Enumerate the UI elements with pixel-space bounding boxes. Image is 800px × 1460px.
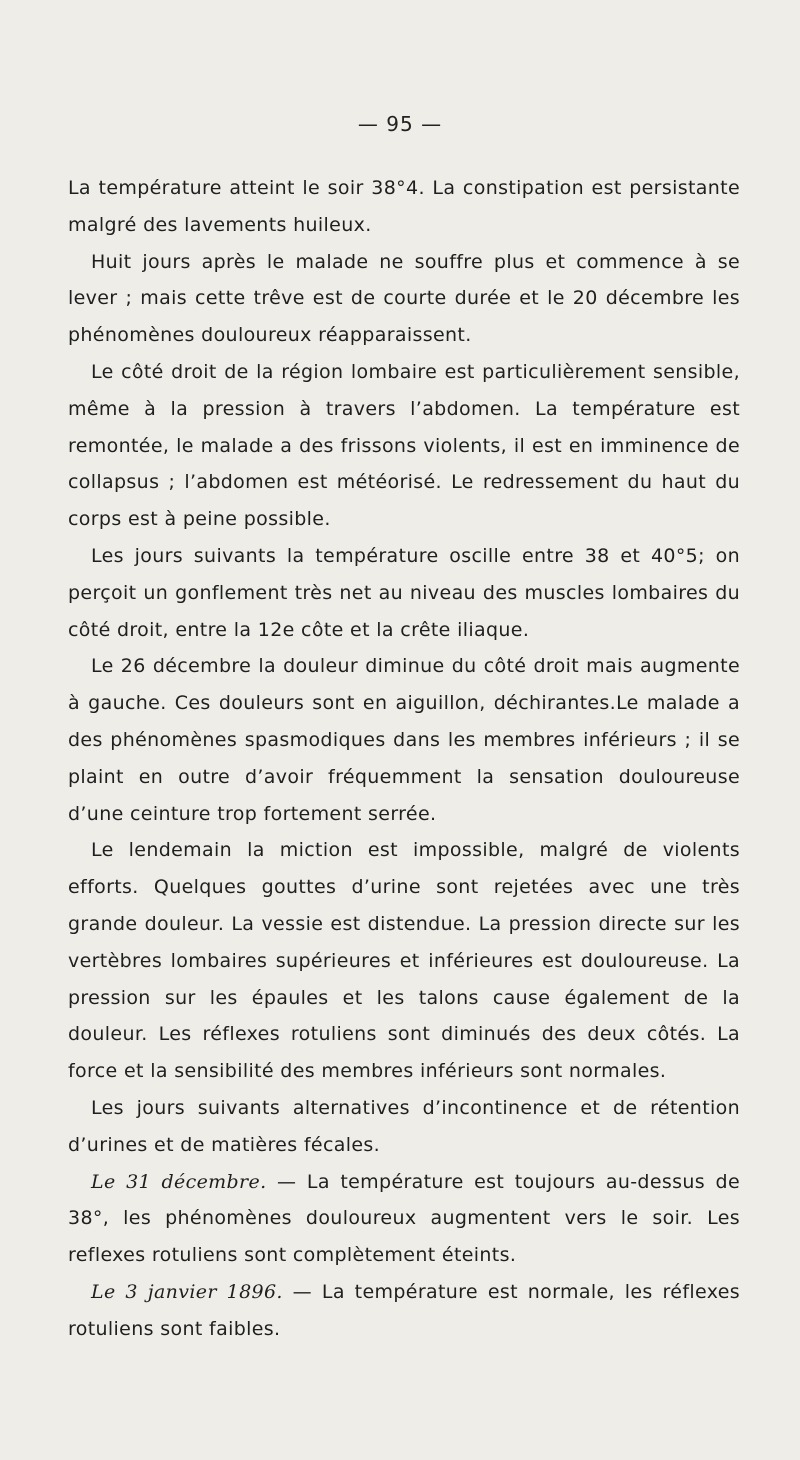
body-text [68,170,740,1348]
entry-date: Le 31 décembre. [91,1170,267,1193]
paragraph [68,170,740,244]
paragraph [68,244,740,354]
paragraph-text: Le lendemain la miction est impossible, malgré de violents efforts. Quelques gouttes d’urine sont rejetées avec une très grande douleur. La vessie est distendue. La pression directe sur les vertèbres lombaires supérieures et inférieures est douloureuse. La pression sur les épaules et les talons cause également de la douleur. Les réflexes rotuliens sont diminués des deux côtés. La force et la sensibilité des membres inférieurs sont normales. [68,839,740,1083]
paragraph-text: Le côté droit de la région lombaire est particulièrement sensible, même à la pression à travers l’abdomen. La température est remontée, le malade a des frissons violents, il est en imminence de collapsus ; l’abdomen est météorisé. Le redressement du haut du corps est à peine possible. [68,360,740,531]
paragraph [68,354,740,538]
paragraph-text: Le 26 décembre la douleur diminue du côté droit mais augmente à gauche. Ces douleurs sont en aiguillon, déchirantes.Le malade a des phénomènes spasmodiques dans les membres inférieurs ; il se plaint en outre d’avoir fréquemment la sensation douloureuse d’une ceinture trop fortement serrée. [68,655,740,825]
paragraph [68,1090,740,1164]
paragraph-text: Huit jours après le malade ne souffre plus et commence à se lever ; mais cette trêve est de courte durée et le 20 décembre les phénomènes douloureux réapparaissent. [68,250,740,347]
entry-date: Le 3 janvier 1896. [91,1280,283,1303]
paragraph [68,1164,740,1274]
paragraph-text: — La température est normale, les réflexes rotuliens sont faibles. [68,1280,740,1340]
paragraph [68,1274,740,1348]
paragraph-text: Les jours suivants la température oscille entre 38 et 40°5; on perçoit un gonflement très net au niveau des muscles lombaires du côté droit, entre la 12e côte et la crête iliaque. [68,544,740,641]
paragraph [68,538,740,648]
paragraph [68,648,740,832]
paragraph [68,832,740,1090]
page-number: — 95 — [357,112,443,136]
paragraph-text: — La température est toujours au-dessus de 38°, les phénomènes douloureux augmentent vers le soir. Les reflexes rotuliens sont complètement éteints. [68,1170,740,1267]
paragraph-text: La température atteint le soir 38°4. La constipation est persistante malgré des lavements huileux. [68,177,740,236]
paragraph-text: Les jours suivants alternatives d’incontinence et de rétention d’urines et de matières fécales. [68,1096,740,1156]
